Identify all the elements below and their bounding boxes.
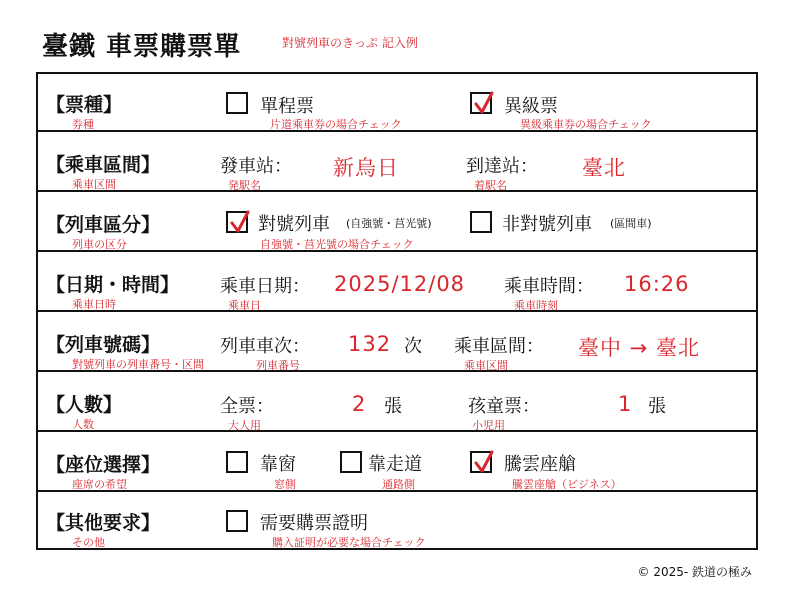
row-other [38, 492, 756, 548]
copyright-footer: © 2025- 鉄道の極み [637, 565, 752, 579]
row-seat [38, 432, 756, 492]
child-sub: 小児用 [472, 419, 505, 432]
nonreserved-train-label: 非對號列車 [502, 214, 592, 235]
train-class-label: 【列車區分】 [46, 214, 161, 236]
time-label: 乘車時間： [504, 276, 594, 297]
reserved-train-label: 對號列車 [258, 214, 330, 235]
to-station-value[interactable]: 臺北 [582, 156, 626, 180]
date-value[interactable]: 2025/12/08 [334, 272, 466, 296]
aisle-seat-sub: 通路側 [382, 478, 415, 491]
page-title: 臺鐵 車票購票單 [42, 32, 242, 62]
seat-sub: 座席の希望 [72, 478, 127, 491]
adult-sub: 大人用 [228, 419, 261, 432]
single-ticket-checkbox[interactable] [226, 92, 248, 114]
ticket-type-label: 【票種】 [46, 94, 123, 116]
people-sub: 人数 [72, 418, 94, 431]
train-number-sub: 對號列車の列車番号・区間 [72, 358, 204, 371]
from-station-sub: 発駅名 [228, 179, 261, 192]
train-class-sub: 列車の区分 [72, 238, 127, 251]
receipt-checkbox[interactable] [226, 510, 248, 532]
single-ticket-label: 單程票 [260, 96, 314, 117]
time-sub: 乘車時刻 [514, 299, 558, 312]
window-seat-checkbox[interactable] [226, 451, 248, 473]
diff-class-sub: 異級乘車券の場合チェック [520, 118, 652, 131]
child-value[interactable]: 1 [618, 392, 633, 416]
row-datetime [38, 252, 756, 312]
datetime-sub: 乘車日時 [72, 298, 116, 311]
row-people [38, 372, 756, 432]
receipt-sub: 購入証明が必要な場合チェック [272, 536, 426, 549]
diff-class-checkbox[interactable] [470, 92, 492, 114]
train-section-label: 乘車區間： [454, 336, 544, 357]
ticket-type-sub: 券種 [72, 118, 94, 131]
other-sub: その他 [72, 536, 105, 549]
row-section [38, 132, 756, 192]
aisle-seat-checkbox[interactable] [340, 451, 362, 473]
business-seat-label: 騰雲座艙 [504, 454, 576, 475]
adult-unit: 張 [384, 396, 402, 417]
section-sub: 乘車区間 [72, 178, 116, 191]
datetime-label: 【日期・時間】 [46, 274, 180, 296]
receipt-label: 需要購票證明 [260, 513, 368, 534]
aisle-seat-label: 靠走道 [368, 454, 422, 475]
check-icon [473, 91, 495, 115]
train-no-sub: 列車番号 [256, 359, 300, 372]
child-label: 孩童票： [468, 396, 540, 417]
seat-label: 【座位選擇】 [46, 454, 161, 476]
to-station-label: 到達站： [466, 156, 538, 177]
section-label: 【乘車區間】 [46, 154, 161, 176]
reserved-train-note: (自強號・莒光號) [346, 217, 432, 230]
from-station-label: 發車站： [220, 156, 292, 177]
nonreserved-train-note: (區間車) [610, 217, 652, 230]
row-train-class [38, 192, 756, 252]
people-label: 【人數】 [46, 394, 123, 416]
train-no-value[interactable]: 132 [348, 332, 392, 356]
to-station-sub: 着駅名 [474, 179, 507, 192]
business-seat-sub: 騰雲座艙（ビジネス） [512, 478, 622, 491]
nonreserved-train-checkbox[interactable] [470, 211, 492, 233]
reserved-train-sub: 自強號・莒光號の場合チェック [260, 238, 414, 251]
other-label: 【其他要求】 [46, 512, 161, 534]
row-ticket-type [38, 74, 756, 132]
window-seat-label: 靠窗 [260, 454, 296, 475]
check-icon [473, 450, 495, 474]
adult-value[interactable]: 2 [352, 392, 367, 416]
check-icon [229, 210, 251, 234]
train-no-unit: 次 [404, 336, 422, 357]
time-value[interactable]: 16:26 [624, 272, 690, 296]
train-section-value[interactable]: 臺中 → 臺北 [578, 336, 700, 360]
child-unit: 張 [648, 396, 666, 417]
business-seat-checkbox[interactable] [470, 451, 492, 473]
row-train-number [38, 312, 756, 372]
adult-label: 全票： [220, 396, 274, 417]
train-number-label: 【列車號碼】 [46, 334, 161, 356]
date-sub: 乘車日 [228, 299, 261, 312]
from-station-value[interactable]: 新烏日 [333, 156, 399, 180]
date-label: 乘車日期： [220, 276, 310, 297]
window-seat-sub: 窓側 [274, 478, 296, 491]
page-subtitle: 對號列車のきっぷ 記入例 [282, 36, 418, 50]
single-ticket-sub: 片道乘車券の場合チェック [270, 118, 402, 131]
ticket-form [36, 72, 758, 550]
diff-class-label: 異級票 [504, 96, 558, 117]
train-section-sub: 乘車区間 [464, 359, 508, 372]
train-no-label: 列車車次： [220, 336, 310, 357]
reserved-train-checkbox[interactable] [226, 211, 248, 233]
